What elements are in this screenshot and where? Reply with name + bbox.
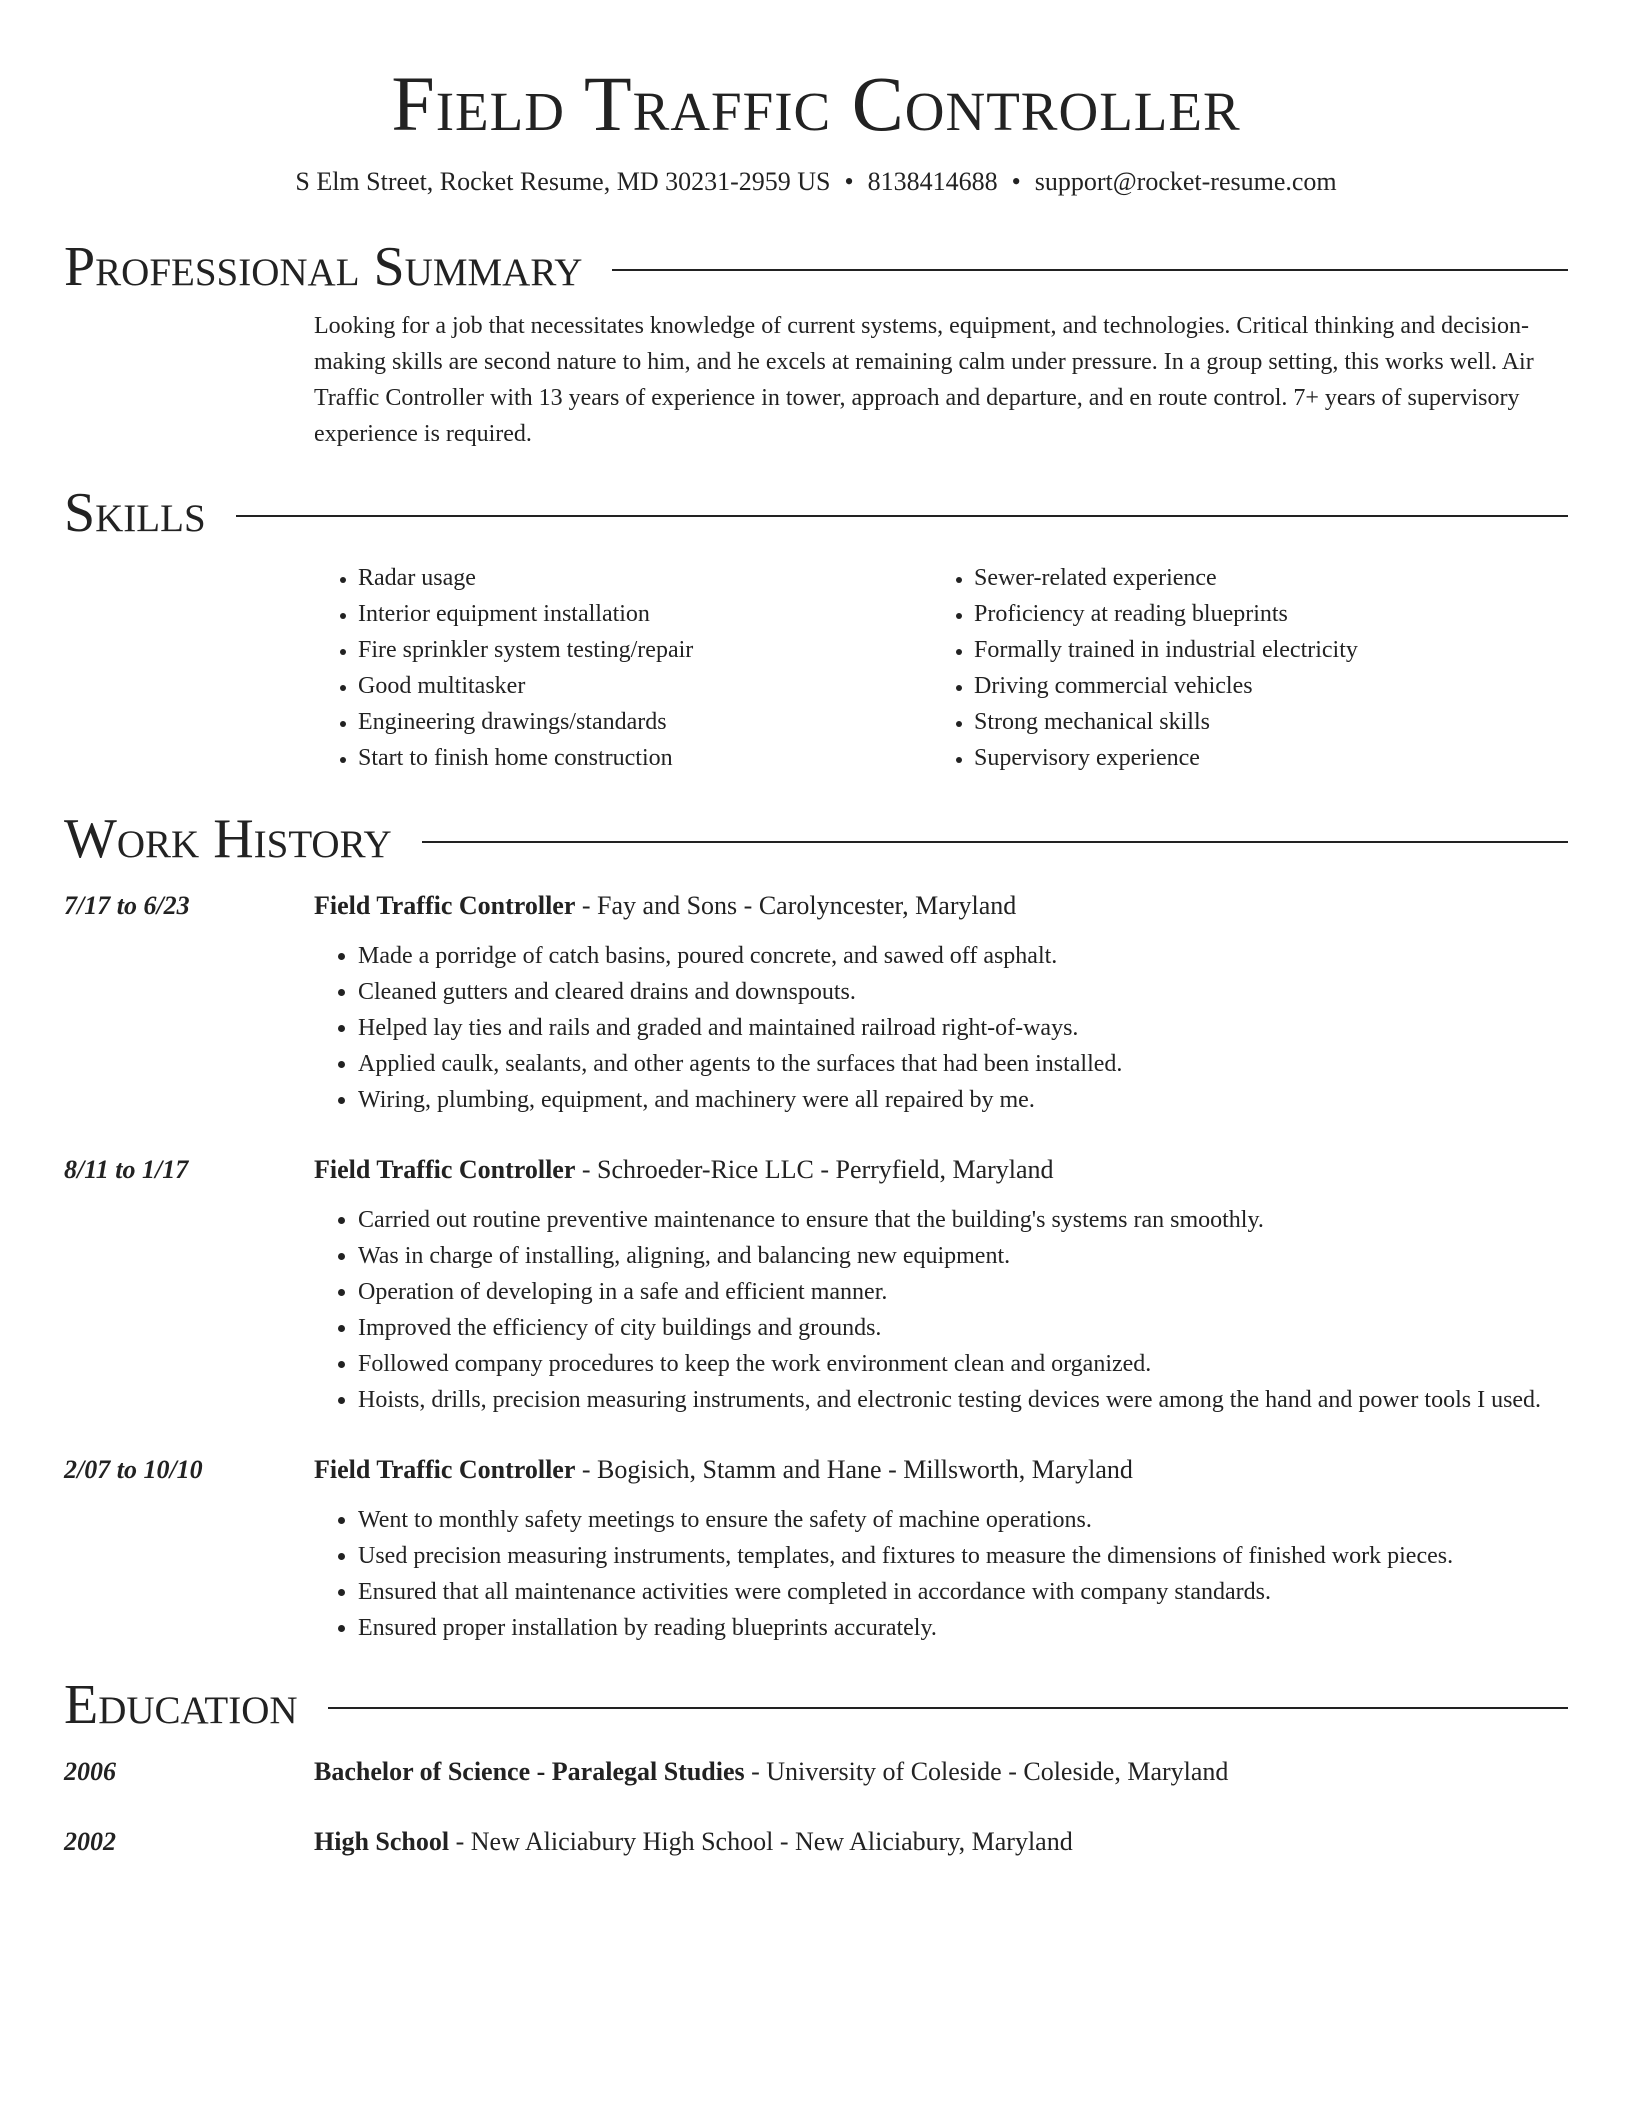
resume-page — [64, 0, 1568, 1860]
job-bullet: • Helped lay ties and rails and graded and maintained railroad right-of-ways. — [358, 1010, 1568, 1046]
skills-row — [64, 546, 1568, 776]
skill-item: • Radar usage — [358, 560, 930, 596]
skill-item: • Good multitasker — [358, 668, 930, 704]
job-entry — [64, 888, 1568, 1118]
job-employer: - Fay and Sons - Carolyncester, Maryland — [575, 891, 1017, 920]
job-bullet: • Went to monthly safety meetings to ensure the safety of machine operations. — [358, 1502, 1568, 1538]
summary-text: Looking for a job that necessitates knowledge of current systems, equipment, and technologies. Critical thinking and decision-making skills are second nature to him, and he excels at remaining calm under pressure. In a group setting, this works well. Air Traffic Controller with 13 years of experience in tower, approach and departure, and en route control. 7+ years of supervisory experience is required. — [314, 313, 1534, 447]
job-bullets — [314, 1502, 1568, 1646]
education-section-header — [64, 1672, 1568, 1738]
job-bullet: • Improved the efficiency of city buildings and grounds. — [358, 1310, 1568, 1346]
section-divider — [236, 515, 1568, 517]
job-bullet: • Ensured proper installation by reading blueprints accurately. — [358, 1610, 1568, 1646]
job-title: Field Traffic Controller — [314, 1155, 576, 1184]
skills-list-left — [314, 560, 930, 776]
education-degree: Bachelor of Science - Paralegal Studies — [314, 1757, 745, 1786]
contact-email: support@rocket-resume.com — [1034, 167, 1337, 196]
skill-item: • Proficiency at reading blueprints — [974, 596, 1546, 632]
work-heading: Work History — [64, 808, 392, 870]
job-employer: - Schroeder-Rice LLC - Perryfield, Maryland — [575, 1155, 1054, 1184]
skills-section-header — [64, 480, 1568, 546]
job-bullet: • Operation of developing in a safe and efficient manner. — [358, 1274, 1568, 1310]
skills-lists — [314, 560, 1568, 776]
education-entry — [64, 1754, 1568, 1790]
job-title: Field Traffic Controller — [314, 891, 576, 920]
skills-heading: Skills — [64, 482, 206, 544]
education-year: 2002 — [64, 1827, 116, 1856]
summary-row — [64, 300, 1568, 452]
skill-item: • Driving commercial vehicles — [974, 668, 1546, 704]
education-year: 2006 — [64, 1757, 116, 1786]
job-bullet: • Was in charge of installing, aligning, and balancing new equipment. — [358, 1238, 1568, 1274]
job-bullet: • Wiring, plumbing, equipment, and machinery were all repaired by me. — [358, 1082, 1568, 1118]
skills-list-right — [930, 560, 1546, 776]
education-entry — [64, 1824, 1568, 1860]
skill-item: • Supervisory experience — [974, 740, 1546, 776]
job-bullet: • Applied caulk, sealants, and other agents to the surfaces that had been installed. — [358, 1046, 1568, 1082]
skill-item: • Fire sprinkler system testing/repair — [358, 632, 930, 668]
job-title-line — [314, 1152, 1568, 1188]
summary-heading: Professional Summary — [64, 236, 583, 298]
contact-address: S Elm Street, Rocket Resume, MD 30231-2959 US — [295, 167, 831, 196]
resume-name: Field Traffic Controller — [391, 60, 1241, 147]
job-dates: 2/07 to 10/10 — [64, 1455, 203, 1484]
job-bullet: • Carried out routine preventive maintenance to ensure that the building's systems ran smoothly. — [358, 1202, 1568, 1238]
job-bullet: • Used precision measuring instruments, templates, and fixtures to measure the dimensions of finished work pieces. — [358, 1538, 1568, 1574]
education-line — [314, 1824, 1568, 1860]
job-bullets — [314, 1202, 1568, 1418]
job-title-line — [314, 888, 1568, 924]
job-dates: 7/17 to 6/23 — [64, 891, 190, 920]
job-bullet: • Hoists, drills, precision measuring instruments, and electronic testing devices were among the hand and power tools I used. — [358, 1382, 1568, 1418]
job-title-line — [314, 1452, 1568, 1488]
contact-separator: • — [1011, 167, 1021, 196]
job-bullet: • Ensured that all maintenance activities were completed in accordance with company standards. — [358, 1574, 1568, 1610]
job-entry — [64, 1452, 1568, 1646]
job-title: Field Traffic Controller — [314, 1455, 576, 1484]
contact-phone: 8138414688 — [867, 167, 998, 196]
job-bullets — [314, 938, 1568, 1118]
skill-item: • Engineering drawings/standards — [358, 704, 930, 740]
section-divider — [328, 1707, 1568, 1709]
job-dates: 8/11 to 1/17 — [64, 1155, 189, 1184]
job-entry — [64, 1152, 1568, 1418]
contact-line — [64, 166, 1568, 198]
education-school: - University of Coleside - Coleside, Maryland — [744, 1757, 1229, 1786]
education-heading: Education — [64, 1674, 298, 1736]
job-bullet: • Cleaned gutters and cleared drains and downspouts. — [358, 974, 1568, 1010]
job-employer: - Bogisich, Stamm and Hane - Millsworth, Maryland — [575, 1455, 1133, 1484]
skill-item: • Start to finish home construction — [358, 740, 930, 776]
education-school: - New Aliciabury High School - New Aliciabury, Maryland — [449, 1827, 1073, 1856]
skill-item: • Formally trained in industrial electricity — [974, 632, 1546, 668]
section-divider — [422, 841, 1568, 843]
education-line — [314, 1754, 1568, 1790]
summary-section-header — [64, 234, 1568, 300]
skill-item: • Interior equipment installation — [358, 596, 930, 632]
contact-separator: • — [844, 167, 854, 196]
job-bullet: • Followed company procedures to keep the work environment clean and organized. — [358, 1346, 1568, 1382]
skill-item: • Strong mechanical skills — [974, 704, 1546, 740]
work-section-header — [64, 806, 1568, 872]
education-degree: High School — [314, 1827, 450, 1856]
section-divider — [612, 269, 1568, 271]
skill-item: • Sewer-related experience — [974, 560, 1546, 596]
job-bullet: • Made a porridge of catch basins, poured concrete, and sawed off asphalt. — [358, 938, 1568, 974]
